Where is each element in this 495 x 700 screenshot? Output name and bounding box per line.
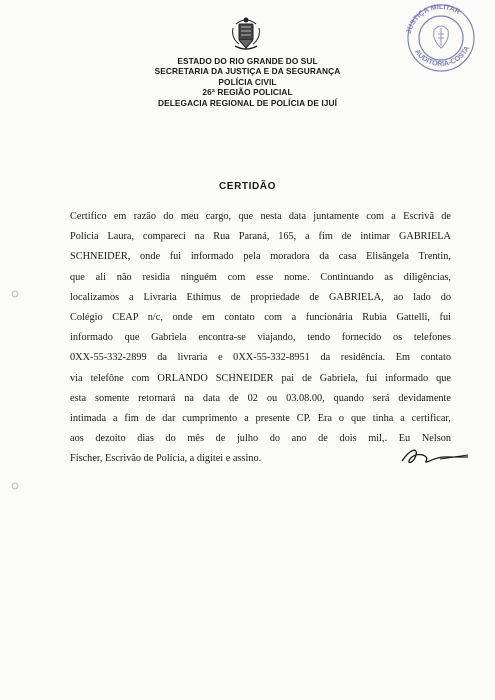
document-title: CERTIDÃO xyxy=(218,181,277,192)
body-line: via telefône com ORLANDO SCHNEIDER pai de Gabriela, fui informado que xyxy=(70,372,451,384)
official-stamp-seal xyxy=(398,0,484,74)
header-line-secretariat: SECRETARIA DA JUSTIÇA E DA SEGURANÇA xyxy=(154,66,341,77)
body-line: Polícia Laura, compareci na Rua Paraná, 165, a fim de intimar GABRIELA xyxy=(70,231,451,243)
header-line-region: 26ª REGIÃO POLICIAL xyxy=(202,87,293,98)
body-line: Certifico em razão do meu cargo, que nesta data juntamente com a Escrivã de xyxy=(70,211,451,222)
body-line: Colégio CEAP n/c, onde em contato com a funcionária Rubia Gattelli, fui xyxy=(70,312,451,324)
body-line: localizamos a Livraria Ethimus de propriedade de GABRIELA, ao lado do xyxy=(70,291,451,303)
letterhead xyxy=(120,56,375,108)
body-line: intimada a fim de dar cumprimento a presente CP. Era o que tinha a certificar, xyxy=(70,413,451,425)
body-line: 0XX-55-332-2899 da livraria e 0XX-55-332-8951 da residência. Em contato xyxy=(70,352,451,364)
header-line-delegacy: DELEGACIA REGIONAL DE POLÍCIA DE IJUÍ xyxy=(157,97,338,108)
body-line: informado que Gabriela encontra-se viajando, tendo fornecido os telefones xyxy=(70,332,451,344)
stamp-bottom-text: AUDITORIA-COSTA xyxy=(412,44,472,69)
body-line: aos dezoito dias do mês de julho do ano de dois mil,. Eu Nelson xyxy=(70,433,451,445)
body-line: que ali não residia ninguém com esse nome. Continuando as diligências, xyxy=(70,271,451,283)
header-line-police: POLÍCIA CIVIL xyxy=(218,76,277,87)
stamp-top-text: JUSTIÇA MILITAR xyxy=(403,2,463,35)
svg-text:JUSTIÇA MILITAR xyxy=(404,2,463,35)
body-line: SCHNEIDER, onde fui informado pela moradora da casa Elisângela Trentin, xyxy=(70,251,451,263)
certificate-body xyxy=(70,207,451,470)
handwritten-signature xyxy=(400,445,470,469)
state-coat-of-arms-icon xyxy=(230,14,262,54)
header-line-state: ESTADO DO RIO GRANDE DO SUL xyxy=(177,56,318,66)
body-line: Fischer, Escrivão de Polícia, a digitei e assino. xyxy=(70,453,262,465)
body-line: esta somente retornará na data de 02 ou 03.08.00, quando será devidamente xyxy=(70,392,451,404)
punch-hole-marks xyxy=(8,290,22,510)
